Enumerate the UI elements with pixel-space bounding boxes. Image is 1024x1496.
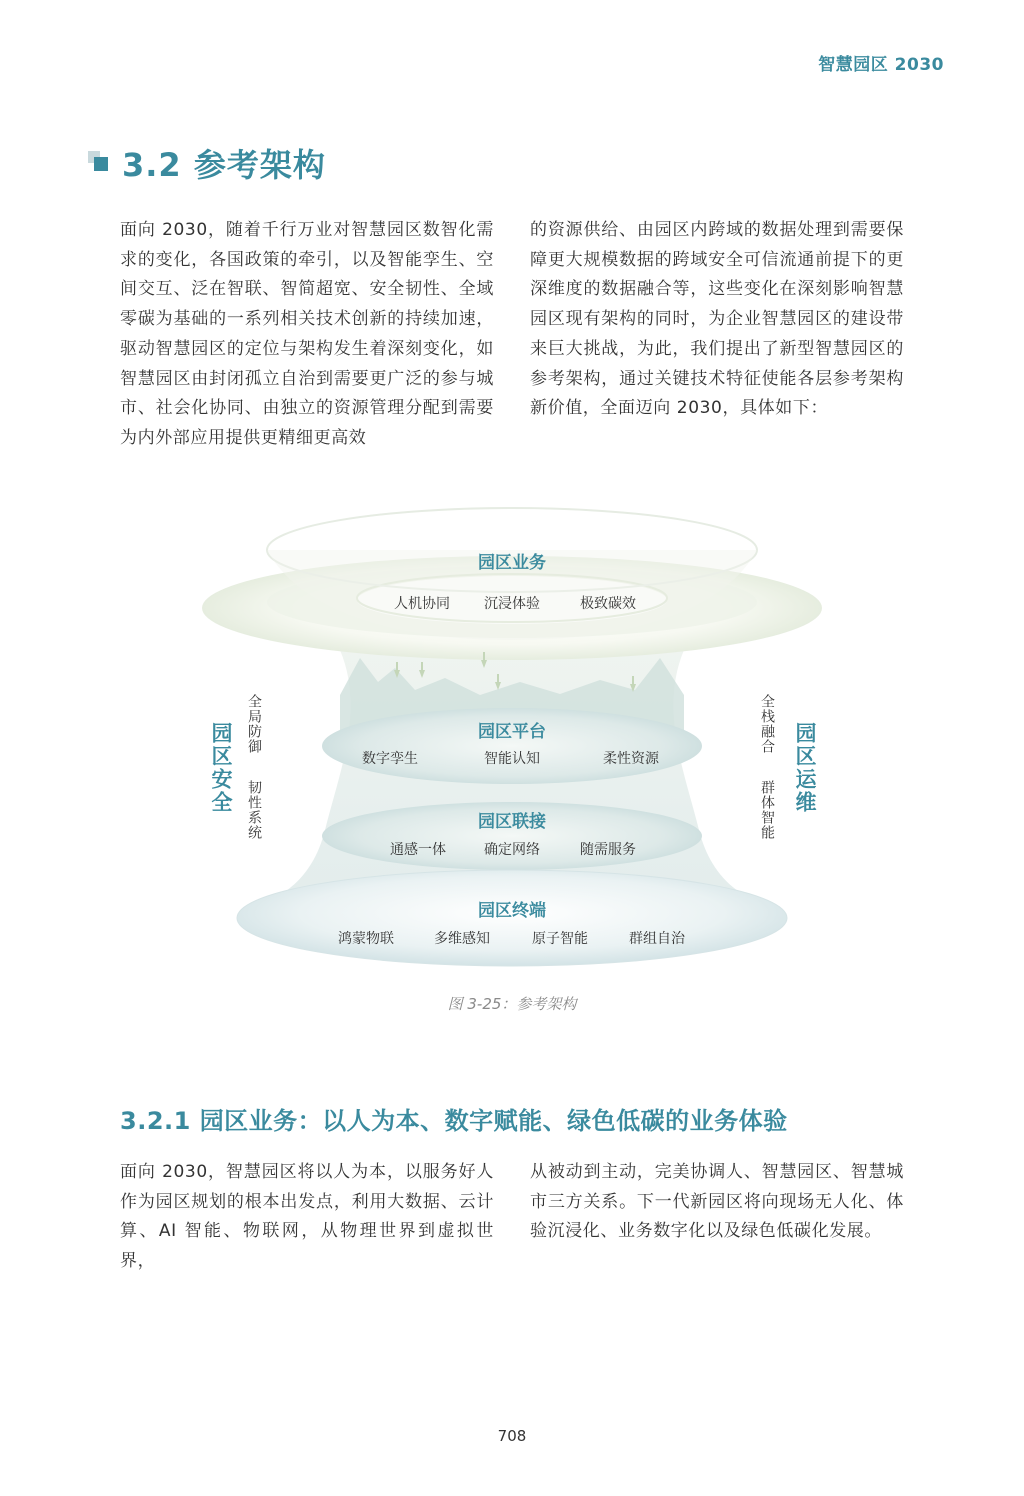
subsection-left-column: 面向 2030，智慧园区将以人为本，以服务好人作为园区规划的根本出发点，利用大数据、云计算、AI 智能、物联网，从物理世界到虚拟世界， [120,1162,494,1272]
figure-caption: 图 3-25：参考架构 [447,995,577,1013]
pillar-item: 韧性系统 [246,780,262,840]
subsection-right-column: 从被动到主动，完美协调人、智慧园区、智慧城市三方关系。下一代新园区将向现场无人化、体验沉浸化、业务数字化以及绿色低碳化发展。 [530,1162,904,1242]
layer-title-platform: 园区平台 [478,722,546,742]
intro-text [120,216,904,454]
layer-title-connect: 园区联接 [478,812,546,832]
pillar-title-operations: 园区运维 [793,722,817,814]
pillar-item: 全栈融合 [759,694,775,754]
subsection-title: 3.2.1 园区业务：以人为本、数字赋能、绿色低碳的业务体验 [120,1107,788,1135]
layer-title-terminal: 园区终端 [478,901,546,921]
intro-right-column: 的资源供给、由园区内跨域的数据处理到需要保障更大规模数据的跨域安全可信流通前提下的更深维度的数据融合等，这些变化在深刻影响智慧园区现有架构的同时，为企业智慧园区的建设带来巨大挑战，为此，我们提出了新型智慧园区的参考架构，通过关键技术特征使能各层参考架构新价值，全面迈向 2030，具体如下： [530,220,904,419]
page-number: 708 [497,1427,527,1445]
layer-item: 智能认知 [484,751,540,767]
layer-item: 极致碳效 [580,596,636,612]
layer-item: 人机协同 [394,596,450,612]
pillar-title-security: 园区安全 [209,722,233,814]
layer-title-business: 园区业务 [478,553,546,573]
layer-item: 沉浸体验 [484,596,540,612]
intro-left-column: 面向 2030，随着千行万业对智慧园区数智化需求的变化，各国政策的牵引，以及智能孪生、空间交互、泛在智联、智简超宽、安全韧性、全域零碳为基础的一系列相关技术创新的持续加速，驱动智慧园区的定位与架构发生着深刻变化，如智慧园区由封闭孤立自治到需要更广泛的参与城市、社会化协同、由独立的资源管理分配到需要为内外部应用提供更精细更高效 [120,220,494,448]
layer-item: 鸿蒙物联 [338,931,394,947]
section-heading [88,140,326,186]
layer-item: 柔性资源 [603,751,659,767]
layer-item: 多维感知 [434,931,490,947]
pillar-item: 全局防御 [246,694,262,754]
layer-item: 确定网络 [484,842,540,858]
layer-item: 群组自治 [629,931,685,947]
pillar-item: 群体智能 [759,780,775,840]
subsection-text [120,1158,904,1277]
layer-item: 通感一体 [390,842,446,858]
architecture-diagram [190,490,834,980]
running-header: 智慧园区 2030 [818,55,944,75]
layer-item: 原子智能 [532,931,588,947]
title-marker-icon [88,151,112,175]
layer-item: 数字孪生 [362,751,418,767]
section-title: 3.2 参考架构 [122,146,326,184]
layer-item: 随需服务 [580,842,636,858]
